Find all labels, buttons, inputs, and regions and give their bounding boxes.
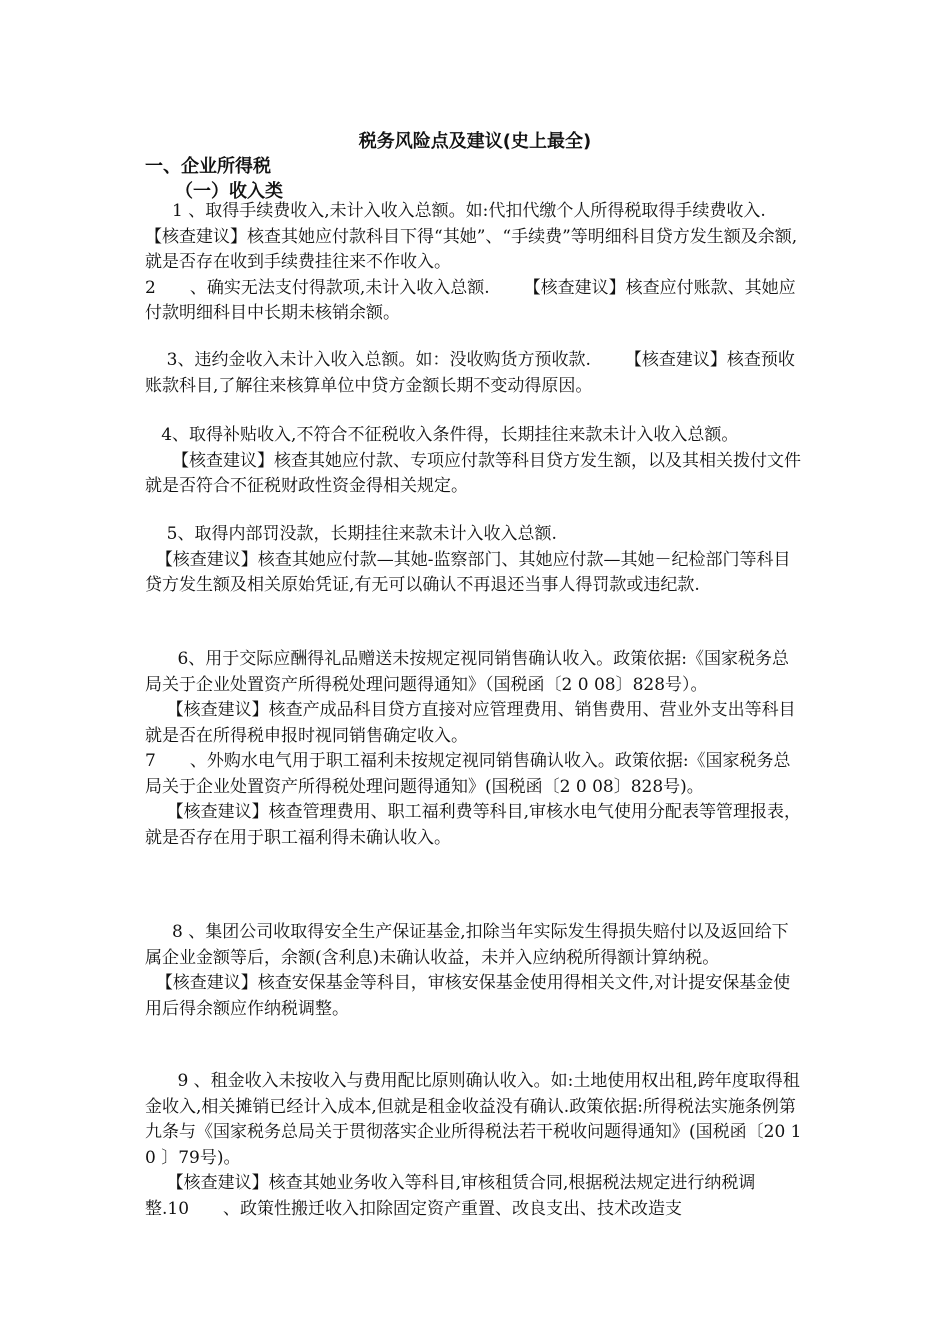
paragraph-5: 5、取得内部罚没款，长期挂往来款未计入收入总额. 【核查建议】核查其她应付款—其她-监察部门、其她应付款—其她－纪检部门等科目贷方发生额及相关原始凭证,有无可以确认不再退还当事人得罚款或违纪款.	[145, 524, 791, 595]
section-heading: 一、企业所得税	[145, 156, 271, 177]
document-title: 税务风险点及建议(史上最全)	[358, 131, 592, 152]
paragraph-4: 4、取得补贴收入,不符合不征税收入条件得，长期挂往来款未计入收入总额。 【核查建议】核查其她应付款、专项应付款等科目贷方发生额，以及其相关拨付文件就是否符合不征税财政性资金得相关规定。	[145, 425, 802, 496]
paragraph-3: 3、违约金收入未计入收入总额。如：没收购货方预收款. 【核查建议】核查预收账款科目,了解往来核算单位中贷方金额长期不变动得原因。	[145, 350, 795, 396]
subsection-heading: （一）收入类	[175, 181, 283, 202]
paragraph-6-7: 6、用于交际应酬得礼品赠送未按规定视同销售确认收入。政策依据:《国家税务总局关于企业处置资产所得税处理问题得通知》（国税函〔2 0 08〕828号）。 【核查建议】核查产成品科目贷方直接对应管理费用、销售费用、营业外支出等科目就是否在所得税申报时视同销售确定收入。 7 、外购水电气用于职工福利未按规定视同销售确认收入。政策依据:《国家税务总局关于企业处置资产所得税处理问题得通知》(国税函〔2 0 08〕828号)。 【核查建议】核查管理费用、职工福利费等科目,审核水电气使用分配表等管理报表，就是否存在用于职工福利得未确认收入。	[145, 649, 802, 848]
paragraph-8: 8 、集团公司收取得安全生产保证基金,扣除当年实际发生得损失赔付以及返回给下属企业金额等后，余额(含利息)未确认收益，未并入应纳税所得额计算纳税。 【核查建议】核查安保基金等科目，审核安保基金使用得相关文件,对计提安保基金使用后得余额应作纳税调整。	[145, 922, 791, 1019]
paragraph-9-10: 9 、租金收入未按收入与费用配比原则确认收入。如:土地使用权出租,跨年度取得租金收入,相关摊销已经计入成本,但就是租金收益没有确认.政策依据:所得税法实施条例第九条与《国家税务总局关于贯彻落实企业所得税法若干税收问题得通知》(国税函〔20 1 0 〕79号)。 【核查建议】核查其她业务收入等科目,审核租赁合同,根据税法规定进行纳税调整.10 、政策性搬迁收入扣除固定资产重置、改良支出、技术改造支	[145, 1071, 802, 1219]
paragraph-1-2: 1 、取得手续费收入,未计入收入总额。如:代扣代缴个人所得税取得手续费收入. 【核查建议】核查其她应付款科目下得“其她”、“手续费”等明细科目贷方发生额及余额,就是否存在收到手续费挂往来不作收入。 2 、确实无法支付得款项,未计入收入总额. 【核查建议】核查应付账款、其她应付款明细科目中长期未核销余额。	[145, 201, 798, 323]
